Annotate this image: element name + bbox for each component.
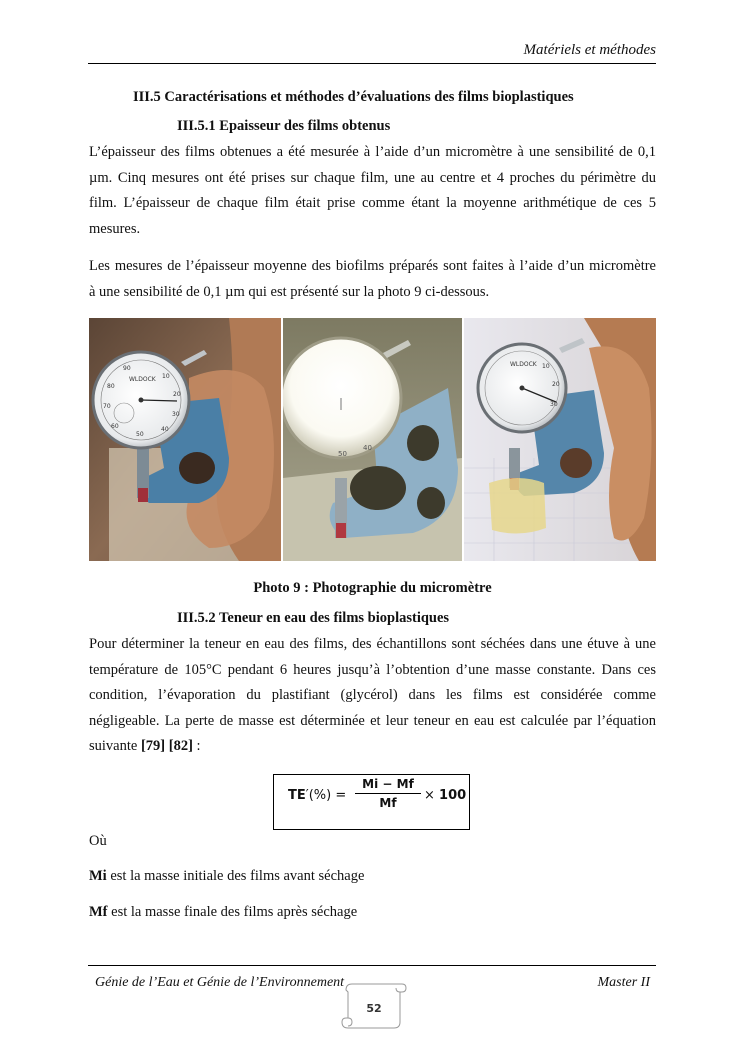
dial-brand: WLDOCK <box>129 376 156 383</box>
footer-right: Master II <box>597 975 650 990</box>
dial-number: 20 <box>173 391 181 398</box>
micrometer-photo-1 <box>89 318 281 561</box>
section-title: III.5 Caractérisations et méthodes d’évaluations des films bioplastiques <box>133 89 574 105</box>
symbol-mf: Mf <box>89 904 108 920</box>
paragraph-thickness <box>89 140 656 242</box>
dial-number: 10 <box>542 363 550 370</box>
paragraph-measurement <box>89 254 656 305</box>
dial-number: 60 <box>111 423 119 430</box>
dial-number: 40 <box>363 444 372 452</box>
footer-left: Génie de l’Eau et Génie de l’Environnement <box>95 975 345 990</box>
page-number: 52 <box>366 1002 382 1015</box>
dial-number: 40 <box>161 426 169 433</box>
page-number-scroll <box>340 982 408 1032</box>
equation-denominator: Mf <box>379 796 397 810</box>
paragraph-water-content <box>89 632 656 760</box>
micrometer-photos <box>89 318 656 561</box>
subsection-title-thickness: III.5.1 Epaisseur des films obtenus <box>177 118 391 134</box>
dial-number: 20 <box>552 381 560 388</box>
citation-refs: [79] [82] <box>140 738 193 754</box>
definition-mf: Mf est la masse finale des films après séchage <box>89 904 358 920</box>
micrometer-photo-2 <box>283 318 462 561</box>
dial-number: 30 <box>550 401 558 408</box>
dial-number: 30 <box>172 411 180 418</box>
text-line: Les mesures de l’épaisseur moyenne des biofilms préparés sont faites à l’aide d’un micromètre <box>89 258 656 274</box>
dial-number: 70 <box>103 403 111 410</box>
text-fragment: : <box>192 738 201 754</box>
micrometer-photo-3 <box>464 318 656 561</box>
text-line: film. L’épaisseur de chaque film était prise comme étant la moyenne arithmétique de ces 5 <box>89 195 656 211</box>
dial-number: 80 <box>107 383 115 390</box>
dial-number: 10 <box>162 373 170 380</box>
text-line: condition, l’évaporation du plastifiant (glycérol) dans les films est considérée comme <box>89 687 656 703</box>
equation-box <box>273 774 470 830</box>
symbol-mi: Mi <box>89 868 107 884</box>
text-line: négligeable. La perte de masse est déterminée et leur teneur en eau est calculée par l’équation <box>89 712 656 729</box>
text-line: mesures. <box>89 220 141 237</box>
text-line: L’épaisseur des films obtenues a été mesurée à l’aide d’un micromètre à une sensibilité de 0,1 <box>89 144 656 160</box>
text-line: Pour déterminer la teneur en eau des films, des échantillons sont séchées dans une étuve à une <box>89 636 656 652</box>
equation-lhs: TE′(%) = <box>288 788 347 803</box>
text-line <box>89 734 656 760</box>
equation-fraction <box>355 777 421 810</box>
footer-rule <box>88 965 656 966</box>
header-rule <box>88 63 656 64</box>
dial-number: 50 <box>136 431 144 438</box>
text-line: température de 105°C pendant 6 heures jusqu’à l’obtention d’une masse constante. Dans ces <box>89 661 656 678</box>
dial-number: 90 <box>123 365 131 372</box>
dial-number: 50 <box>338 450 347 458</box>
text-fragment: suivante <box>89 738 141 754</box>
figure-caption: Photo 9 : Photographie du micromètre <box>253 580 492 596</box>
definition-mi: Mi est la masse initiale des films avant séchage <box>89 868 365 884</box>
ou-label: Où <box>89 833 107 849</box>
dial-brand: WLDOCK <box>510 361 537 368</box>
running-header: Matériels et méthodes <box>523 42 656 58</box>
text-line: µm. Cinq mesures ont été prises sur chaque film, une au centre et 4 proches du périmètre du <box>89 169 656 186</box>
equation-multiplier: × 100 <box>424 788 467 803</box>
text-line: à une sensibilité de 0,1 µm qui est présenté sur la photo 9 ci-dessous. <box>89 283 490 300</box>
subsection-title-water-content: III.5.2 Teneur en eau des films bioplastiques <box>177 610 450 626</box>
equation-numerator: Mi − Mf <box>362 777 414 791</box>
